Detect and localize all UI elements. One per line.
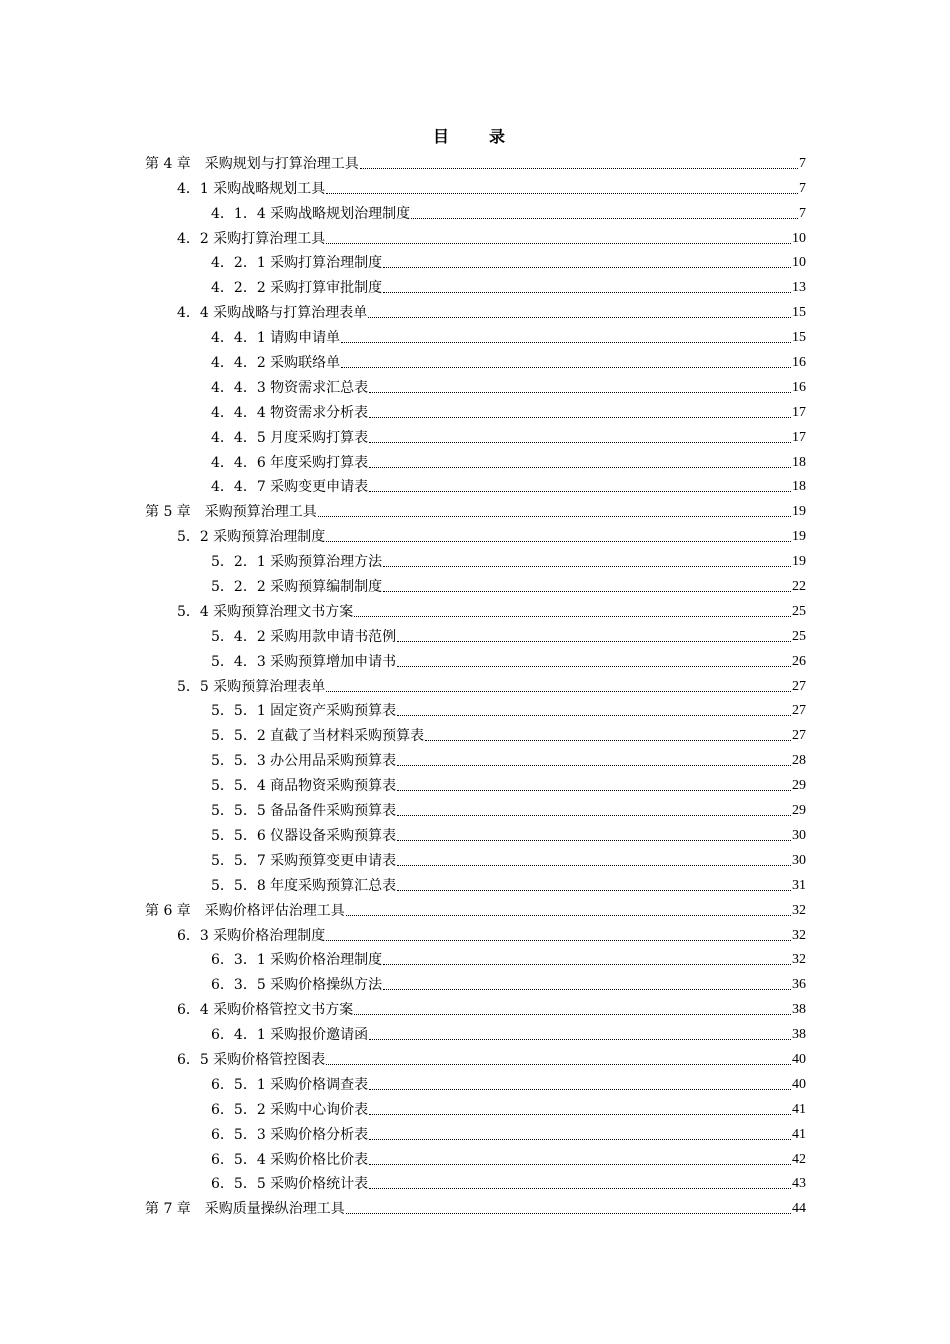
toc-entry[interactable] [0, 200, 950, 225]
toc-page-number: 17 [792, 429, 806, 445]
toc-entry-title: 6．3．1 采购价格治理制度 [211, 952, 383, 969]
toc-entry[interactable] [0, 947, 950, 972]
toc-dot-leader [341, 367, 791, 368]
toc-entry[interactable] [0, 374, 950, 399]
toc-dot-leader [369, 442, 791, 443]
toc-entry-title: 4．4．2 采购联络单 [211, 355, 341, 372]
toc-dot-leader [383, 964, 791, 965]
toc-entry[interactable] [0, 399, 950, 424]
toc-page-number: 32 [792, 902, 806, 918]
toc-entry[interactable] [0, 1096, 950, 1121]
toc-entry-title: 第 7 章 采购质量操纵治理工具 [145, 1201, 345, 1218]
toc-page-number: 41 [792, 1101, 806, 1117]
toc-dot-leader [369, 1039, 791, 1040]
toc-entry[interactable] [0, 922, 950, 947]
toc-entry-title: 5．2 采购预算治理制度 [177, 529, 326, 546]
toc-entry-title: 6．5．3 采购价格分析表 [211, 1126, 369, 1143]
toc-entry[interactable] [0, 722, 950, 747]
toc-entry-title: 4．1 采购战略规划工具 [177, 180, 326, 197]
toc-page-number: 30 [792, 827, 806, 843]
toc-page-number: 19 [792, 504, 806, 520]
toc-entry-title: 6．5．1 采购价格调查表 [211, 1076, 369, 1093]
toc-entry[interactable] [0, 548, 950, 573]
toc-entry-title: 6．3 采购价格治理制度 [177, 927, 326, 944]
toc-entry-title: 5．5．6 仪器设备采购预算表 [211, 827, 397, 844]
toc-page-number: 10 [792, 255, 806, 271]
toc-page-number: 40 [792, 1051, 806, 1067]
toc-page-number: 17 [792, 404, 806, 420]
toc-entry-title: 4．2．2 采购打算审批制度 [211, 280, 383, 297]
toc-entry-title: 4．4．1 请购申请单 [211, 330, 341, 347]
toc-list [0, 150, 950, 1220]
toc-entry[interactable] [0, 772, 950, 797]
toc-entry[interactable] [0, 598, 950, 623]
toc-entry-title: 6．3．5 采购价格操纵方法 [211, 977, 383, 994]
toc-entry-title: 5．5 采购预算治理表单 [177, 678, 326, 695]
toc-entry-title: 第 5 章 采购预算治理工具 [145, 504, 317, 521]
toc-page-number: 31 [792, 877, 806, 893]
toc-dot-leader [383, 267, 791, 268]
toc-dot-leader [397, 641, 791, 642]
toc-page-number: 22 [792, 579, 806, 595]
toc-entry-title: 4．2 采购打算治理工具 [177, 230, 326, 247]
toc-entry-title: 5．5．5 备品备件采购预算表 [211, 803, 397, 820]
toc-page-number: 18 [792, 479, 806, 495]
toc-dot-leader [383, 566, 791, 567]
toc-entry-title: 5．5．3 办公用品采购预算表 [211, 753, 397, 770]
toc-entry-title: 6．5 采购价格管控图表 [177, 1051, 326, 1068]
toc-dot-leader [425, 740, 791, 741]
toc-page-number: 15 [792, 330, 806, 346]
toc-dot-leader [369, 1139, 791, 1140]
toc-page-number: 13 [792, 280, 806, 296]
toc-entry[interactable] [0, 822, 950, 847]
toc-page-number: 41 [792, 1126, 806, 1142]
toc-dot-leader [354, 616, 791, 617]
toc-entry-title: 5．4．3 采购预算增加申请书 [211, 653, 397, 670]
toc-entry-title: 4．2．1 采购打算治理制度 [211, 255, 383, 272]
toc-dot-leader [318, 516, 791, 517]
toc-entry[interactable] [0, 996, 950, 1021]
toc-dot-leader [369, 392, 791, 393]
toc-entry-title: 6．4．1 采购报价邀请函 [211, 1027, 369, 1044]
toc-entry-title: 第 6 章 采购价格评估治理工具 [145, 902, 345, 919]
toc-page-number: 16 [792, 355, 806, 371]
toc-page-number: 38 [792, 1002, 806, 1018]
toc-page-number: 32 [792, 927, 806, 943]
toc-title: 目 录 [432, 127, 517, 146]
toc-page-number: 30 [792, 852, 806, 868]
toc-entry-title: 5．4 采购预算治理文书方案 [177, 603, 354, 620]
toc-entry-title: 6．5．5 采购价格统计表 [211, 1176, 369, 1193]
toc-entry-title: 4．4 采购战略与打算治理表单 [177, 305, 368, 322]
toc-dot-leader [326, 940, 791, 941]
toc-entry-title: 4．4．5 月度采购打算表 [211, 429, 369, 446]
toc-page-number: 10 [792, 230, 806, 246]
toc-dot-leader [397, 715, 791, 716]
toc-page-number: 38 [792, 1027, 806, 1043]
toc-entry[interactable] [0, 1046, 950, 1071]
toc-dot-leader [369, 1089, 791, 1090]
toc-dot-leader [397, 865, 791, 866]
toc-dot-leader [383, 292, 791, 293]
toc-dot-leader [341, 342, 791, 343]
toc-page-number: 42 [792, 1151, 806, 1167]
toc-page-number: 28 [792, 753, 806, 769]
toc-entry[interactable] [0, 1071, 950, 1096]
toc-entry[interactable] [0, 324, 950, 349]
toc-entry-title: 5．5．1 固定资产采购预算表 [211, 703, 397, 720]
toc-page-number: 27 [792, 703, 806, 719]
toc-dot-leader [411, 218, 798, 219]
toc-page-number: 32 [792, 952, 806, 968]
toc-entry[interactable] [0, 474, 950, 499]
toc-dot-leader [369, 1164, 791, 1165]
toc-entry-title: 5．5．2 直截了当材料采购预算表 [211, 728, 425, 745]
toc-entry-title: 5．5．7 采购预算变更申请表 [211, 852, 397, 869]
toc-entry[interactable] [0, 1146, 950, 1171]
toc-entry-title: 5．2．2 采购预算编制制度 [211, 579, 383, 596]
toc-page-number: 7 [799, 180, 806, 196]
toc-dot-leader [383, 591, 791, 592]
toc-entry[interactable] [0, 150, 950, 175]
toc-entry[interactable] [0, 673, 950, 698]
toc-entry[interactable] [0, 250, 950, 275]
toc-dot-leader [326, 193, 798, 194]
toc-dot-leader [369, 417, 791, 418]
toc-entry-title: 6．4 采购价格管控文书方案 [177, 1002, 354, 1019]
toc-dot-leader [326, 691, 791, 692]
toc-entry[interactable] [0, 747, 950, 772]
toc-entry[interactable] [0, 349, 950, 374]
toc-dot-leader [368, 317, 791, 318]
toc-dot-leader [369, 1188, 791, 1189]
toc-dot-leader [383, 989, 791, 990]
toc-dot-leader [397, 840, 791, 841]
toc-entry[interactable] [0, 274, 950, 299]
toc-dot-leader [397, 666, 791, 667]
toc-entry-title: 4．4．6 年度采购打算表 [211, 454, 369, 471]
toc-entry-title: 5．4．2 采购用款申请书范例 [211, 628, 397, 645]
toc-dot-leader [326, 541, 791, 542]
toc-page-number: 44 [792, 1201, 806, 1217]
toc-entry-title: 5．5．4 商品物资采购预算表 [211, 778, 397, 795]
toc-page-number: 18 [792, 454, 806, 470]
toc-dot-leader [346, 915, 791, 916]
toc-entry[interactable] [0, 299, 950, 324]
toc-page-number: 36 [792, 977, 806, 993]
toc-entry[interactable] [0, 1195, 950, 1220]
toc-dot-leader [326, 243, 791, 244]
toc-page-number: 43 [792, 1176, 806, 1192]
toc-page-number: 19 [792, 529, 806, 545]
toc-entry-title: 4．4．3 物资需求汇总表 [211, 379, 369, 396]
toc-entry[interactable] [0, 1121, 950, 1146]
toc-entry[interactable] [0, 573, 950, 598]
toc-entry[interactable] [0, 648, 950, 673]
toc-dot-leader [326, 1064, 791, 1065]
toc-page-number: 16 [792, 379, 806, 395]
toc-dot-leader [354, 1014, 791, 1015]
toc-entry-title: 4．4．4 物资需求分析表 [211, 404, 369, 421]
toc-dot-leader [360, 168, 798, 169]
toc-entry[interactable] [0, 971, 950, 996]
toc-dot-leader [346, 1213, 791, 1214]
toc-page-number: 25 [792, 603, 806, 619]
toc-page-number: 27 [792, 728, 806, 744]
toc-entry[interactable] [0, 1021, 950, 1046]
toc-page-number: 29 [792, 803, 806, 819]
toc-dot-leader [369, 491, 791, 492]
toc-page-number: 15 [792, 305, 806, 321]
toc-entry[interactable] [0, 424, 950, 449]
toc-page-number: 19 [792, 554, 806, 570]
toc-page-number: 25 [792, 628, 806, 644]
toc-entry[interactable] [0, 872, 950, 897]
toc-entry[interactable] [0, 623, 950, 648]
toc-page-number: 27 [792, 678, 806, 694]
toc-page-number: 26 [792, 653, 806, 669]
toc-entry[interactable] [0, 225, 950, 250]
toc-page-number: 40 [792, 1076, 806, 1092]
toc-entry-title: 第 4 章 采购规划与打算治理工具 [145, 155, 359, 172]
toc-entry-title: 5．5．8 年度采购预算汇总表 [211, 877, 397, 894]
toc-entry[interactable] [0, 897, 950, 922]
toc-entry-title: 4．4．7 采购变更申请表 [211, 479, 369, 496]
toc-dot-leader [397, 890, 791, 891]
toc-entry[interactable] [0, 523, 950, 548]
toc-entry[interactable] [0, 698, 950, 723]
toc-page-number: 7 [799, 155, 806, 171]
toc-entry[interactable] [0, 449, 950, 474]
toc-entry-title: 5．2．1 采购预算治理方法 [211, 554, 383, 571]
toc-dot-leader [369, 1114, 791, 1115]
toc-page-number: 7 [799, 205, 806, 221]
toc-entry-title: 6．5．2 采购中心询价表 [211, 1101, 369, 1118]
toc-dot-leader [397, 765, 791, 766]
toc-dot-leader [397, 815, 791, 816]
toc-entry[interactable] [0, 797, 950, 822]
toc-dot-leader [369, 467, 791, 468]
toc-entry[interactable] [0, 498, 950, 523]
toc-page-number: 29 [792, 778, 806, 794]
toc-entry-title: 6．5．4 采购价格比价表 [211, 1151, 369, 1168]
toc-dot-leader [397, 790, 791, 791]
toc-entry[interactable] [0, 1171, 950, 1196]
toc-entry[interactable] [0, 847, 950, 872]
toc-entry-title: 4．1．4 采购战略规划治理制度 [211, 205, 411, 222]
toc-entry[interactable] [0, 175, 950, 200]
